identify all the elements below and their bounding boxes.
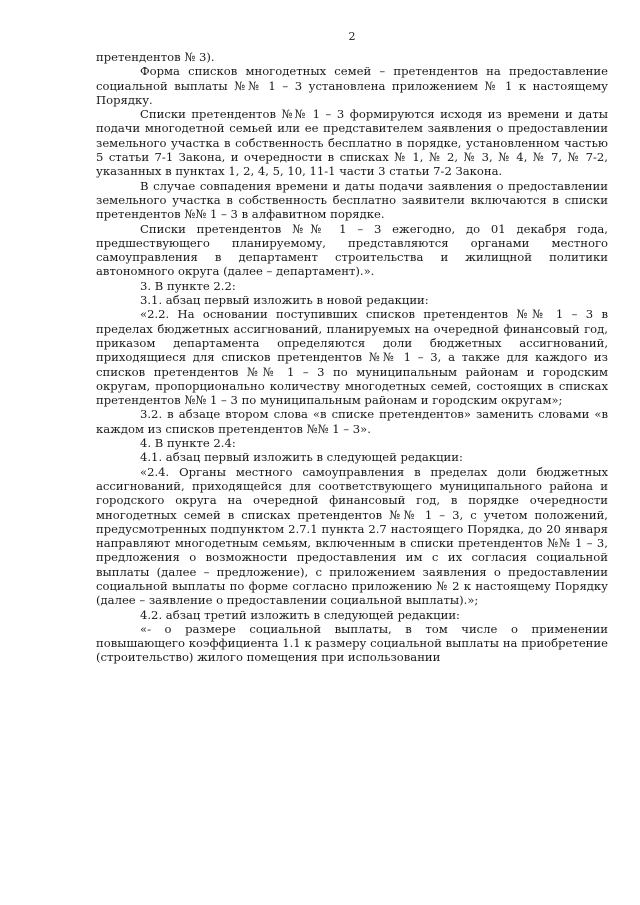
paragraph: 3. В пункте 2.2: (140, 278, 236, 293)
paragraph: Списки претендентов №№ 1 – 3 формируются исходя из времени и даты подачи многодетной семьей или ее представителем заявления о предоставлении земельного участка в собственность бесплатно в порядке, установленном частью 5 статьи 7-1 Закона, и очередности в списках № 1, № 2, № 3, № 4, № 7, № 7-2, указанных в пунктах 1, 2, 4, 5, 10, 11-1 части 3 статьи 7-2 Закона. (96, 107, 608, 179)
paragraph: 4. В пункте 2.4: (140, 436, 236, 451)
paragraph: «2.4. Органы местного самоуправления в пределах доли бюджетных ассигнований, приходящейся для соответствующего муниципального района и городского округа на очередной финансовый год, в порядке очередности многодетных семей в списках претендентов №№ 1 – 3, с учетом положений, предусмотренных подпунктом 2.7.1 пункта 2.7 настоящего Порядка, до 20 января направляют многодетным семьям, включенным в списки претендентов №№ 1 – 3, предложения о возможности предоставления им с их согласия социальной выплаты (далее – предложение), с приложением заявления о предоставлении социальной выплаты по форме согласно приложению № 2 к настоящему Порядку (далее – заявление о предоставлении социальной выплаты).»; (96, 464, 608, 608)
paragraph: претендентов № 3). (96, 50, 215, 64)
paragraph: «- о размере социальной выплаты, в том числе о применении повышающего коэффициента 1.1 к размеру социальной выплаты на приобретение (строительство) жилого помещения при использовании (96, 621, 608, 665)
page-number: 2 (348, 30, 356, 43)
paragraph: В случае совпадения времени и даты подачи заявления о предоставлении земельного участка в собственность бесплатно заявители включаются в списки претендентов №№ 1 – 3 в алфавитном порядке. (96, 178, 608, 222)
paragraph: 3.1. абзац первый изложить в новой редакции: (140, 293, 429, 308)
paragraph: 4.1. абзац первый изложить в следующей редакции: (140, 450, 463, 465)
paragraph: Списки претендентов №№ 1 – 3 ежегодно, до 01 декабря года, предшествующего планируемому, представляются органами местного самоуправления в департамент строительства и жилищной политики автономного округа (далее – департамент).». (96, 221, 608, 279)
paragraph: Форма списков многодетных семей – претендентов на предоставление социальной выплаты №№ 1 – 3 установлена приложением № 1 к настоящему Порядку. (96, 64, 608, 107)
paragraph: «2.2. На основании поступивших списков претендентов №№ 1 – 3 в пределах бюджетных ассигнований, планируемых на очередной финансовый год, приказом департамента определяются доли бюджетных ассигнований, приходящиеся для списков претендентов №№ 1 – 3, а также для каждого из списков претендентов №№ 1 – 3 по муниципальным районам и городским округам, пропорционально количеству многодетных семей, состоящих в списках претендентов №№ 1 – 3 по муниципальным районам и городским округам»; (96, 307, 608, 408)
document-body (96, 50, 608, 665)
paragraph: 4.2. абзац третий изложить в следующей редакции: (140, 607, 460, 622)
paragraph: 3.2. в абзаце втором слова «в списке претендентов» заменить словами «в каждом из списков претендентов №№ 1 – 3». (96, 407, 608, 436)
